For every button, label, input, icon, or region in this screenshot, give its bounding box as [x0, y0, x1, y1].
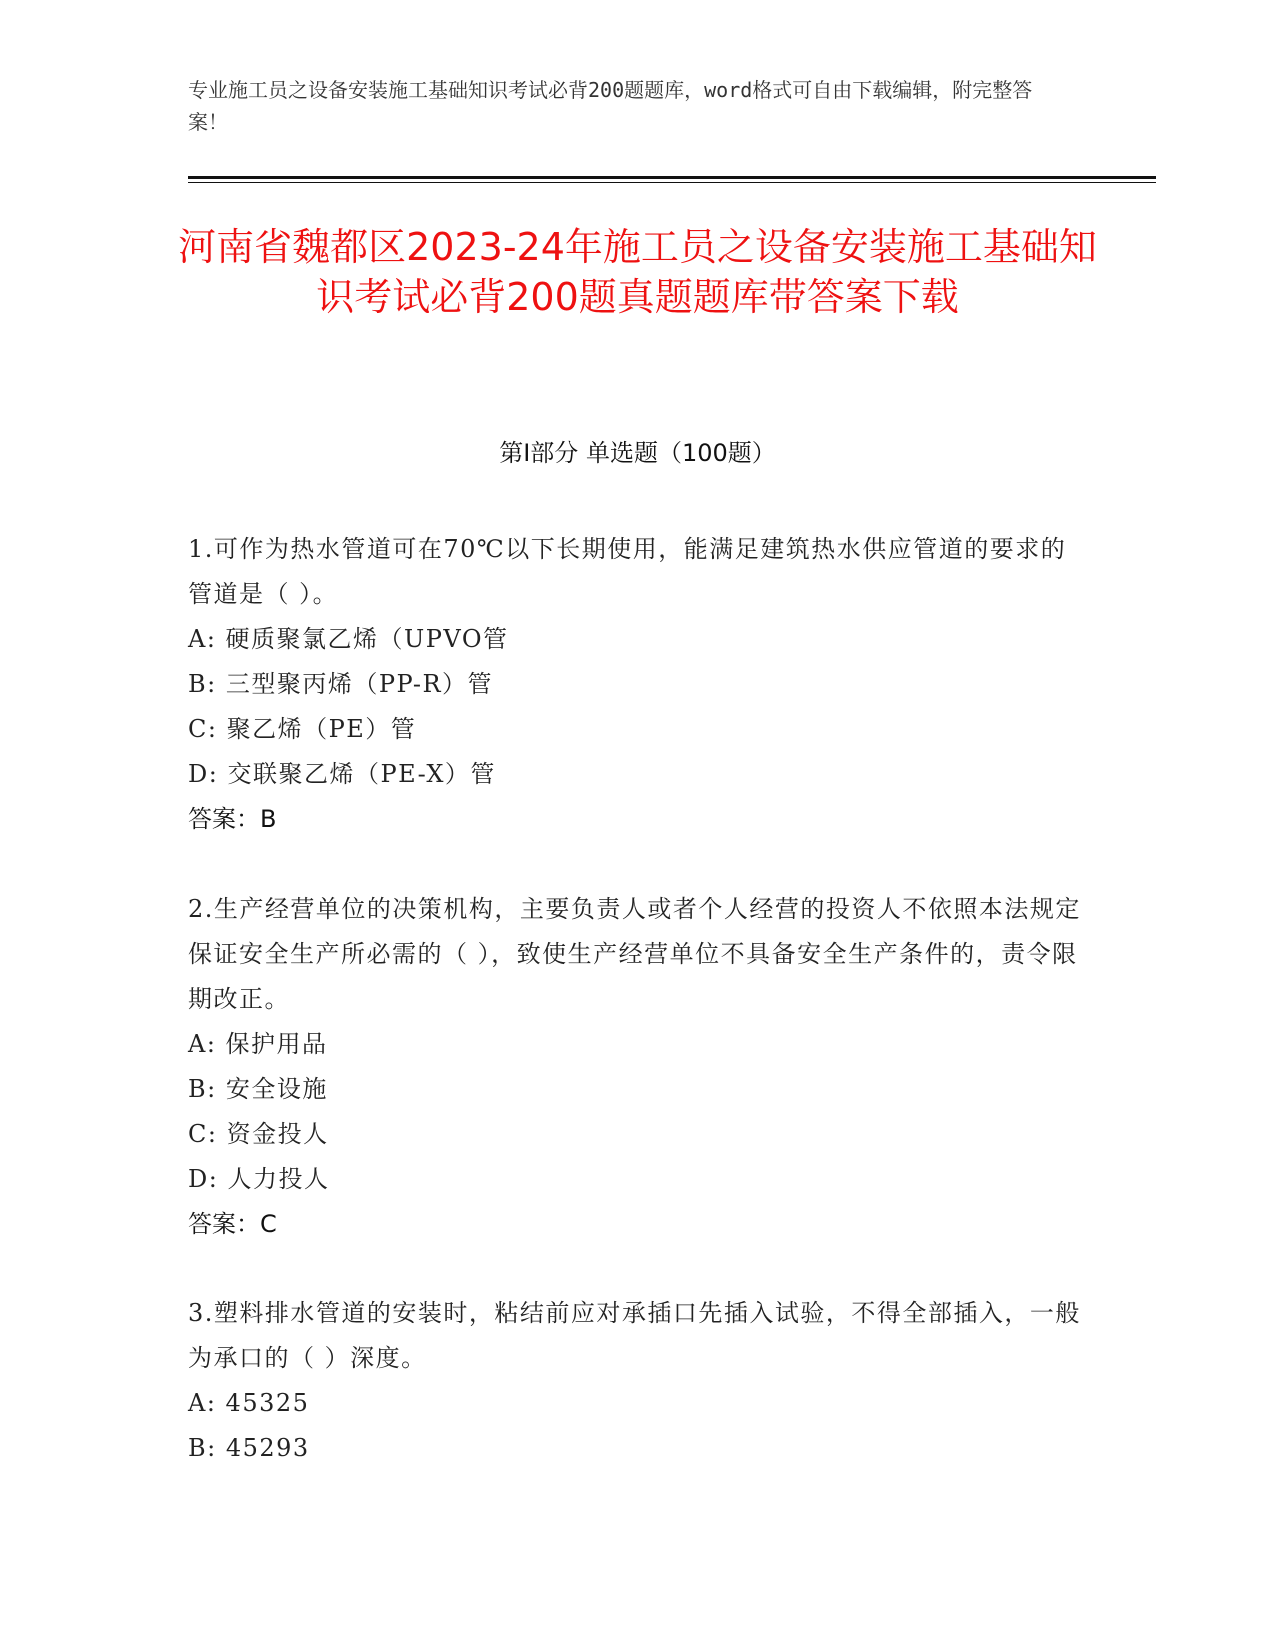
option-d: D: 人力投人	[188, 1165, 330, 1193]
header-divider-thick	[188, 176, 1156, 179]
option-b: B: 三型聚丙烯（PP-R）管	[188, 670, 494, 698]
answer: 答案：C	[188, 1210, 277, 1238]
question-text: 3.塑料排水管道的安装时，粘结前应对承插口先插入试验，不得全部插入，一般为承口的（ ）深度。	[188, 1299, 1081, 1372]
question-text: 1.可作为热水管道可在70℃以下长期使用，能满足建筑热水供应管道的要求的管道是（ ）。	[188, 535, 1067, 608]
section-title: 第I部分 单选题（100题）	[499, 439, 776, 467]
option-b: B: 安全设施	[188, 1075, 328, 1103]
answer: 答案：B	[188, 805, 277, 833]
option-a: A: 45325	[188, 1389, 310, 1417]
option-a: A: 保护用品	[188, 1030, 328, 1058]
question-text: 2.生产经营单位的决策机构，主要负责人或者个人经营的投资人不依照本法规定保证安全生产所必需的（ ），致使生产经营单位不具备安全生产条件的，责令限期改正。	[188, 895, 1081, 1013]
option-a: A: 硬质聚氯乙烯（UPVO管	[188, 625, 509, 653]
option-c: C: 聚乙烯（PE）管	[188, 715, 417, 743]
option-c: C: 资金投人	[188, 1120, 329, 1148]
document-title: 河南省魏都区2023-24年施工员之设备安装施工基础知识考试必背200题真题题库带答案下载	[178, 225, 1097, 319]
option-b: B: 45293	[188, 1434, 310, 1462]
header-divider-thin	[188, 182, 1156, 183]
question-2	[188, 887, 1088, 1247]
question-1	[188, 527, 1088, 842]
question-3	[188, 1291, 1088, 1471]
header-note: 专业施工员之设备安装施工基础知识考试必背200题题库，word格式可自由下载编辑，附完整答案！	[188, 78, 1033, 134]
option-d: D: 交联聚乙烯（PE-X）管	[188, 760, 496, 788]
